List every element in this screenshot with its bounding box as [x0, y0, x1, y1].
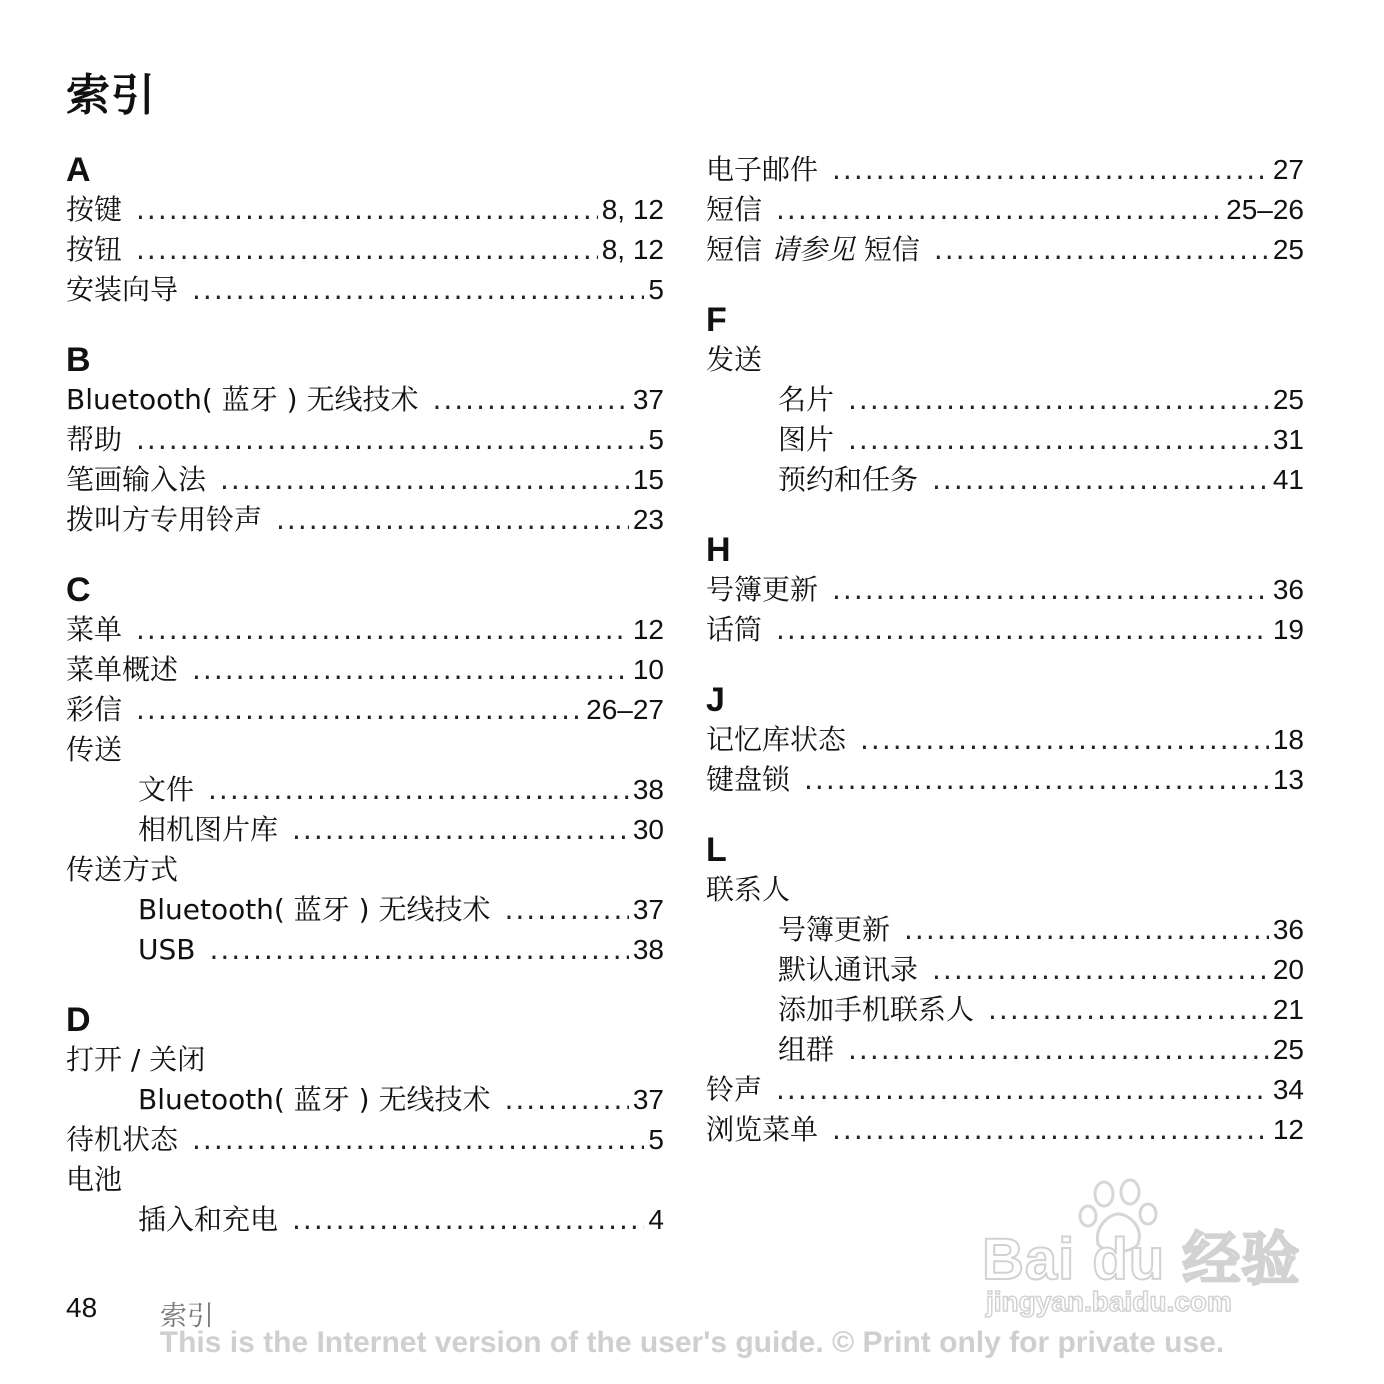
- entry-page: 19: [1272, 614, 1304, 645]
- entry-page: 31: [1272, 424, 1304, 455]
- entry-page: 30: [632, 814, 664, 845]
- entry-term-text: 打开 / 关闭: [66, 1043, 206, 1076]
- page-title: 索引: [66, 70, 156, 121]
- index-entry: [66, 610, 664, 650]
- footer-section-label: 索引: [160, 1301, 214, 1332]
- entry-term: [138, 1080, 490, 1120]
- entry-term: [706, 340, 762, 380]
- entry-page: 5: [648, 424, 664, 455]
- entry-page: 15: [632, 464, 664, 495]
- entry-page: 38: [632, 934, 664, 965]
- dot-leader: [848, 1030, 1269, 1070]
- entry-term: [66, 650, 178, 690]
- entry-page: 34: [1272, 1074, 1304, 1105]
- index-subentry: [66, 1080, 664, 1120]
- section-letter: C: [66, 571, 91, 609]
- index-subentry: [66, 810, 664, 850]
- entry-term-text: 帮助: [66, 423, 123, 456]
- index-entry: [706, 610, 1304, 650]
- index-section: [706, 680, 1304, 800]
- entry-page: 25: [1272, 234, 1304, 265]
- watermark-brand-text: Bai du 经验: [982, 1227, 1301, 1292]
- entry-term: [66, 730, 122, 770]
- dot-leader: [904, 910, 1269, 950]
- entry-page: 25: [1272, 384, 1304, 415]
- dot-leader: [776, 1070, 1269, 1110]
- dot-leader: [932, 950, 1269, 990]
- dot-leader: [432, 380, 628, 420]
- dot-leader: [136, 690, 582, 730]
- entry-term-text: 添加手机联系人: [778, 993, 975, 1026]
- dot-leader: [860, 720, 1269, 760]
- entry-term: [66, 690, 122, 730]
- entry-term-text: Bluetooth( 蓝牙 ) 无线技术: [138, 1083, 491, 1116]
- index-section: [66, 570, 664, 970]
- index-subentry: [66, 930, 664, 970]
- entry-term: [66, 1120, 178, 1160]
- baidu-jingyan-watermark: [978, 1178, 1308, 1328]
- entry-page: 12: [1272, 1114, 1304, 1145]
- dot-leader: [292, 810, 629, 850]
- entry-term: [138, 890, 490, 930]
- entry-page: 8, 12: [601, 194, 664, 225]
- entry-term: [138, 810, 278, 850]
- index-subentry: [706, 1030, 1304, 1070]
- entry-page: 27: [1272, 154, 1304, 185]
- dot-leader: [504, 1080, 628, 1120]
- entry-term-text: 话筒: [706, 613, 763, 646]
- entry-term: [66, 380, 418, 420]
- index-section: [706, 530, 1304, 650]
- index-subentry: [706, 460, 1304, 500]
- index-entry: [66, 1040, 664, 1080]
- entry-term: [66, 1040, 205, 1080]
- entry-term: [66, 610, 122, 650]
- index-subentry: [706, 380, 1304, 420]
- entry-term: [706, 870, 790, 910]
- section-letter: A: [66, 151, 91, 189]
- entry-term-text: Bluetooth( 蓝牙 ) 无线技术: [66, 383, 419, 416]
- dot-leader: [292, 1200, 644, 1240]
- entry-term: [66, 230, 122, 270]
- entry-page: 37: [632, 1084, 664, 1115]
- entry-term-text: Bluetooth( 蓝牙 ) 无线技术: [138, 893, 491, 926]
- section-letter: B: [66, 341, 91, 379]
- entry-term: [778, 420, 834, 460]
- page-number: 48: [66, 1292, 98, 1323]
- entry-term: [66, 460, 206, 500]
- dot-leader: [832, 570, 1269, 610]
- dot-leader: [276, 500, 629, 540]
- dot-leader: [832, 150, 1269, 190]
- entry-term-text: 默认通讯录: [778, 953, 919, 986]
- entry-term-text: USB: [138, 933, 196, 966]
- entry-term-text: 联系人: [706, 873, 791, 906]
- index-entry: [706, 230, 1304, 270]
- index-entry: [706, 150, 1304, 190]
- entry-term-text: 号簿更新: [778, 913, 891, 946]
- index-subentry: [706, 420, 1304, 460]
- entry-term-text: 菜单: [66, 613, 123, 646]
- entry-term-text: 插入和充电: [138, 1203, 279, 1236]
- index-section: [66, 340, 664, 540]
- entry-page: 13: [1272, 764, 1304, 795]
- entry-page: 5: [648, 274, 664, 305]
- entry-term-text: 传送: [66, 733, 123, 766]
- entry-term-text: 文件: [138, 773, 195, 806]
- index-subentry: [66, 770, 664, 810]
- index-section: [706, 300, 1304, 500]
- entry-term: [778, 460, 918, 500]
- see-also-target: 短信: [863, 233, 920, 266]
- entry-term: [706, 1110, 818, 1150]
- entry-page: 5: [648, 1124, 664, 1155]
- entry-term: [138, 770, 194, 810]
- index-entry: [66, 460, 664, 500]
- entry-term-text: 组群: [778, 1033, 835, 1066]
- entry-term-text: 铃声: [706, 1073, 763, 1106]
- dot-leader: [192, 650, 629, 690]
- entry-term-text: 短信: [706, 233, 763, 266]
- dot-leader: [136, 230, 598, 270]
- entry-term: [706, 1070, 762, 1110]
- entry-term-text: 传送方式: [66, 853, 179, 886]
- dot-leader: [848, 380, 1269, 420]
- entry-term-text: 安装向导: [66, 273, 179, 306]
- index-subentry: [706, 990, 1304, 1030]
- dot-leader: [504, 890, 628, 930]
- entry-term-text: 预约和任务: [778, 463, 919, 496]
- entry-term: [138, 1200, 278, 1240]
- entry-term: [706, 760, 790, 800]
- index-entry: [706, 760, 1304, 800]
- entry-page: 21: [1272, 994, 1304, 1025]
- entry-term: [66, 270, 178, 310]
- index-entry: [706, 720, 1304, 760]
- entry-page: 10: [632, 654, 664, 685]
- dot-leader: [848, 420, 1269, 460]
- entry-term: [706, 720, 846, 760]
- entry-term-text: 浏览菜单: [706, 1113, 819, 1146]
- index-entry: [706, 340, 1304, 380]
- index-entry: [706, 1110, 1304, 1150]
- dot-leader: [192, 270, 644, 310]
- entry-term-text: 短信: [706, 193, 763, 226]
- dot-leader: [988, 990, 1269, 1030]
- dot-leader: [804, 760, 1269, 800]
- index-entry: [66, 650, 664, 690]
- entry-term-text: 图片: [778, 423, 835, 456]
- index-entry: [706, 190, 1304, 230]
- entry-page: 36: [1272, 574, 1304, 605]
- dot-leader: [776, 190, 1222, 230]
- entry-term: [66, 1160, 122, 1200]
- index-subentry: [66, 1200, 664, 1240]
- entry-page: 37: [632, 384, 664, 415]
- entry-page: 8, 12: [601, 234, 664, 265]
- dot-leader: [208, 770, 629, 810]
- dot-leader: [934, 230, 1269, 270]
- dot-leader: [192, 1120, 644, 1160]
- index-section: [706, 830, 1304, 1150]
- entry-page: 18: [1272, 724, 1304, 755]
- section-letter: J: [706, 681, 725, 719]
- entry-term-text: 彩信: [66, 693, 123, 726]
- entry-term: [66, 190, 122, 230]
- entry-term: [778, 990, 974, 1030]
- index-subentry: [706, 910, 1304, 950]
- entry-page: 37: [632, 894, 664, 925]
- entry-term-text: 按键: [66, 193, 123, 226]
- index-entry: [66, 230, 664, 270]
- entry-term-text: 按钮: [66, 233, 123, 266]
- entry-term: [706, 190, 762, 230]
- section-letter: H: [706, 531, 731, 569]
- entry-term: [706, 570, 818, 610]
- entry-page: 26–27: [586, 694, 664, 725]
- entry-page: 25–26: [1226, 194, 1304, 225]
- section-letter: L: [706, 831, 727, 869]
- entry-term: [706, 230, 920, 270]
- index-subentry: [706, 950, 1304, 990]
- entry-page: 12: [632, 614, 664, 645]
- entry-term-text: 相机图片库: [138, 813, 279, 846]
- entry-page: 38: [632, 774, 664, 805]
- index-entry: [66, 270, 664, 310]
- index-entry: [66, 1160, 664, 1200]
- entry-term-text: 笔画输入法: [66, 463, 207, 496]
- entry-term-text: 电子邮件: [706, 153, 819, 186]
- dot-leader: [136, 610, 629, 650]
- entry-term: [706, 610, 762, 650]
- entry-term-text: 待机状态: [66, 1123, 179, 1156]
- index-entry: [66, 730, 664, 770]
- index-entry: [66, 850, 664, 890]
- index-entry: [66, 500, 664, 540]
- index-entry: [66, 1120, 664, 1160]
- footer-disclaimer: This is the Internet version of the user's guide. © Print only for private use.: [159, 1326, 1225, 1359]
- entry-page: 20: [1272, 954, 1304, 985]
- entry-term-text: 拨叫方专用铃声: [66, 503, 263, 536]
- dot-leader: [932, 460, 1269, 500]
- entry-term: [778, 950, 918, 990]
- entry-page: 25: [1272, 1034, 1304, 1065]
- dot-leader: [776, 610, 1269, 650]
- index-entry: [706, 570, 1304, 610]
- index-entry: [706, 1070, 1304, 1110]
- see-also-text: 请参见: [770, 233, 855, 266]
- entry-term-text: 记忆库状态: [706, 723, 847, 756]
- index-entry: [66, 420, 664, 460]
- entry-term-text: 菜单概述: [66, 653, 179, 686]
- index-entry: [66, 690, 664, 730]
- entry-page: 41: [1272, 464, 1304, 495]
- entry-term: [778, 1030, 834, 1070]
- watermark-url: jingyan.baidu.com: [986, 1286, 1232, 1317]
- dot-leader: [209, 930, 628, 970]
- index-section: [706, 150, 1304, 270]
- entry-term-text: 键盘锁: [706, 763, 791, 796]
- entry-page: 4: [648, 1204, 664, 1235]
- index-entry: [66, 380, 664, 420]
- index-section: [66, 150, 664, 310]
- entry-term-text: 名片: [778, 383, 835, 416]
- index-subentry: [66, 890, 664, 930]
- entry-term-text: 发送: [706, 343, 763, 376]
- index-column-right: [706, 150, 1304, 1180]
- section-letter: D: [66, 1001, 91, 1039]
- entry-term: [778, 910, 890, 950]
- entry-term: [66, 420, 122, 460]
- entry-term-text: 号簿更新: [706, 573, 819, 606]
- dot-leader: [136, 190, 598, 230]
- dot-leader: [220, 460, 629, 500]
- section-letter: F: [706, 301, 727, 339]
- dot-leader: [136, 420, 644, 460]
- index-column-left: [66, 150, 664, 1270]
- entry-page: 23: [632, 504, 664, 535]
- entry-term: [706, 150, 818, 190]
- index-entry: [66, 190, 664, 230]
- entry-page: 36: [1272, 914, 1304, 945]
- index-section: [66, 1000, 664, 1240]
- entry-term: [66, 500, 262, 540]
- entry-term: [778, 380, 834, 420]
- index-entry: [706, 870, 1304, 910]
- entry-term: [138, 930, 195, 970]
- dot-leader: [832, 1110, 1269, 1150]
- entry-term-text: 电池: [66, 1163, 123, 1196]
- entry-term: [66, 850, 178, 890]
